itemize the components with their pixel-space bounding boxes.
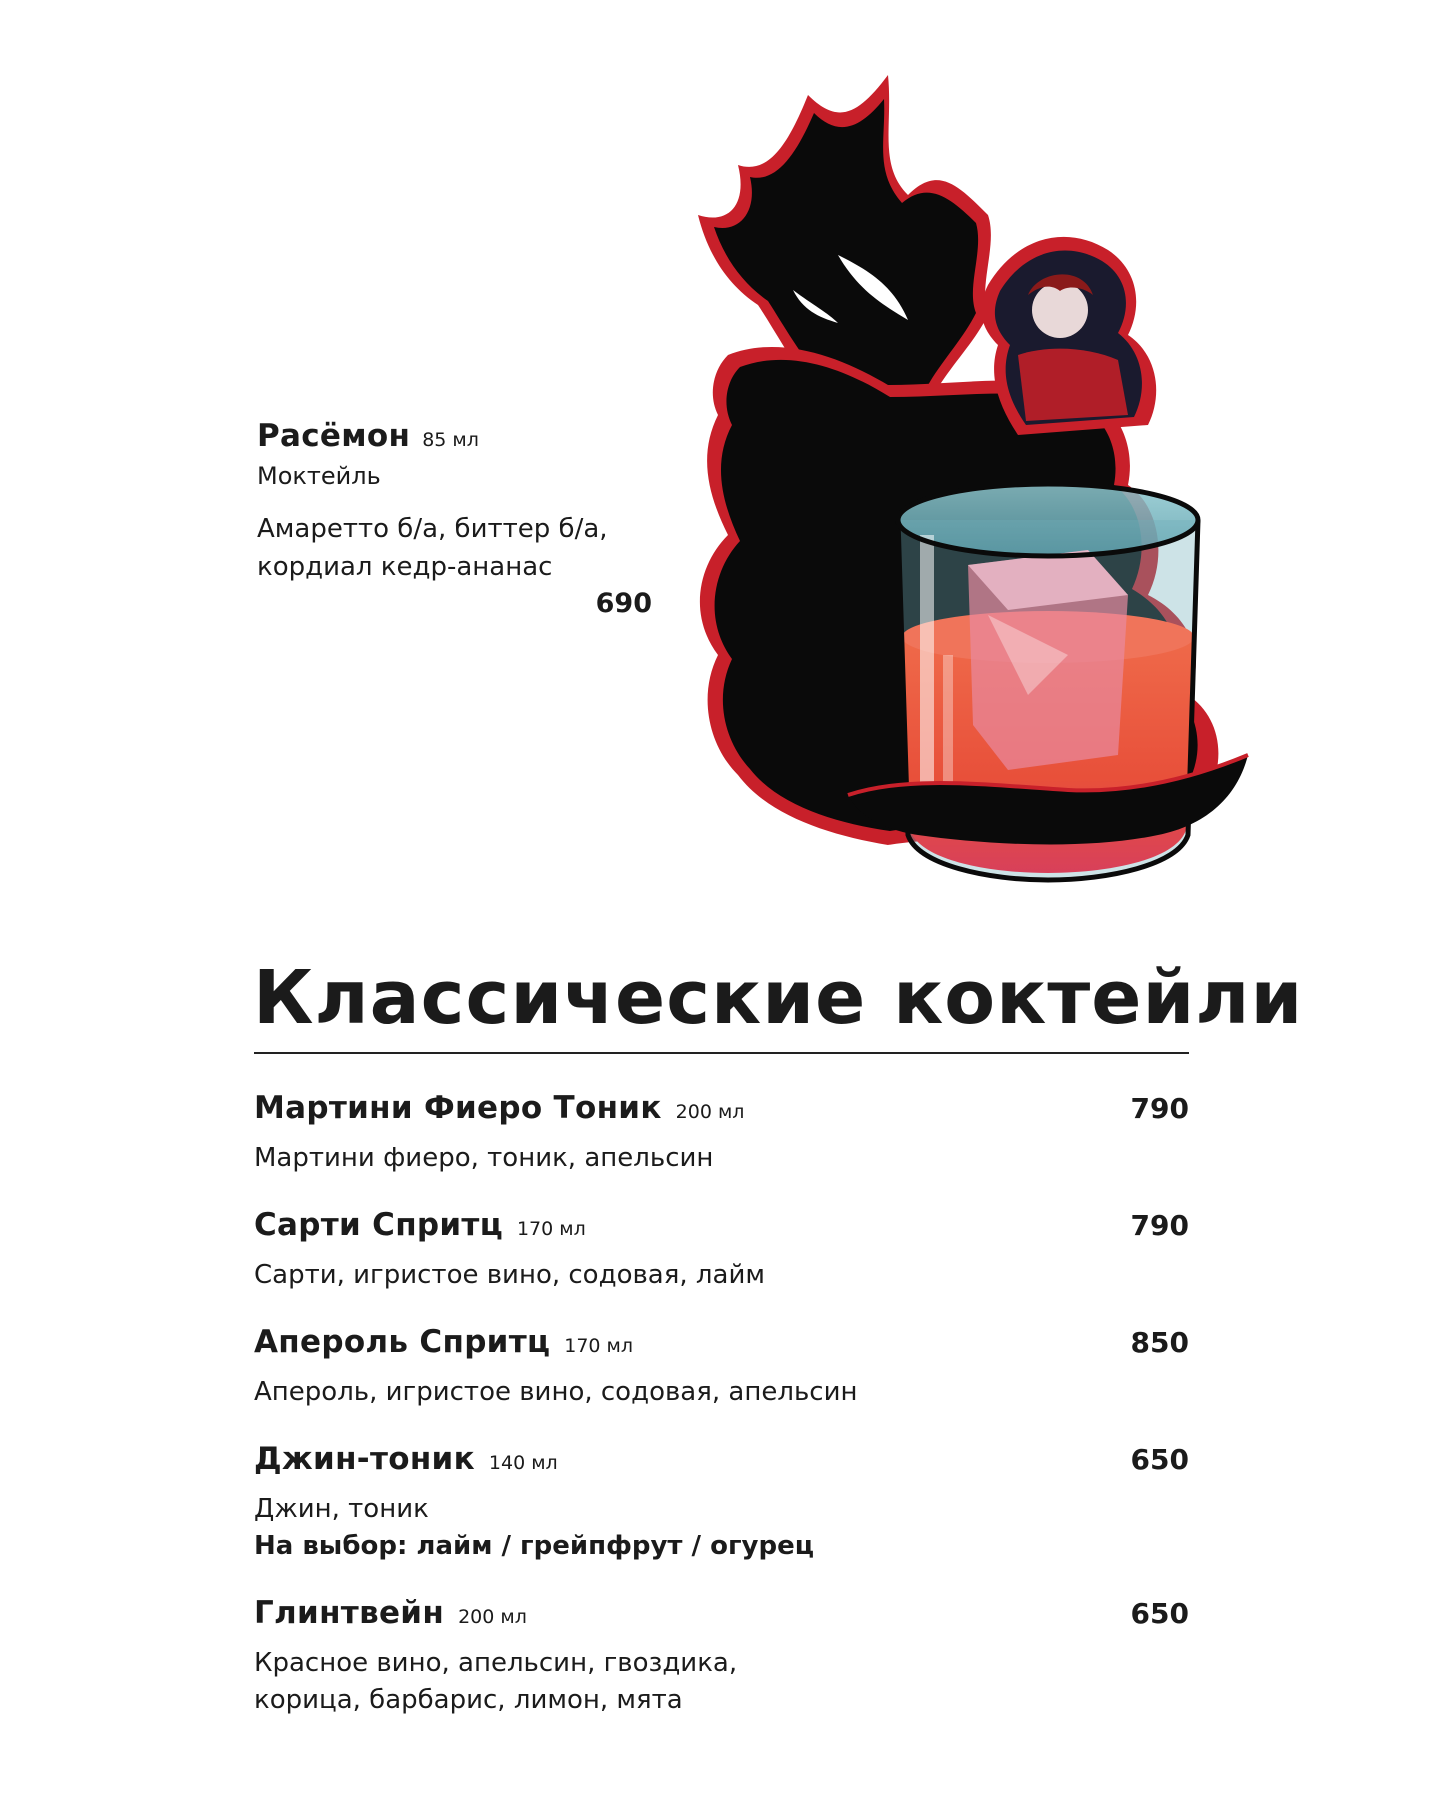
menu-item-name: Апероль Спритц <box>254 1324 551 1360</box>
featured-ingredients-line: кордиал кедр-ананас <box>257 552 553 582</box>
menu-item-choice: На выбор: лайм / грейпфрут / огурец <box>254 1531 815 1561</box>
cocktail-menu-list <box>254 1090 1189 1749</box>
menu-item-description-line: Мартини фиеро, тоник, апельсин <box>254 1143 714 1173</box>
menu-item <box>254 1207 1189 1294</box>
menu-item-description <box>254 1491 1189 1565</box>
cocktail-glass <box>848 484 1248 880</box>
menu-item-description <box>254 1257 1189 1294</box>
menu-item <box>254 1441 1189 1565</box>
menu-item-description <box>254 1140 1189 1177</box>
menu-item-description <box>254 1374 1189 1411</box>
menu-item-description-line: Апероль, игристое вино, содовая, апельсин <box>254 1377 858 1407</box>
menu-item-description-line: корица, барбарис, лимон, мята <box>254 1685 683 1715</box>
featured-name-line <box>257 418 652 454</box>
menu-item-title <box>254 1090 744 1126</box>
menu-item-title <box>254 1207 586 1243</box>
menu-item-header <box>254 1595 1189 1631</box>
menu-item-header <box>254 1090 1189 1126</box>
menu-item <box>254 1324 1189 1411</box>
menu-item-volume: 170 мл <box>564 1335 634 1357</box>
section-title: Классические коктейли <box>253 955 1304 1041</box>
menu-item-description-line: Сарти, игристое вино, содовая, лайм <box>254 1260 765 1290</box>
featured-drink-ingredients <box>257 510 652 586</box>
featured-ingredients-line: Амаретто б/а, биттер б/а, <box>257 514 608 544</box>
menu-item-name: Мартини Фиеро Тоник <box>254 1090 662 1126</box>
menu-item-price: 790 <box>1130 1209 1189 1242</box>
menu-item-name: Сарти Спритц <box>254 1207 503 1243</box>
menu-item <box>254 1090 1189 1177</box>
menu-item-price: 650 <box>1130 1597 1189 1630</box>
menu-item-volume: 170 мл <box>516 1218 586 1240</box>
featured-drink-price: 690 <box>595 588 652 619</box>
section-divider <box>254 1052 1189 1054</box>
menu-item-name: Джин-тоник <box>254 1441 475 1477</box>
menu-item-title <box>254 1324 633 1360</box>
featured-drink-name: Расёмон <box>257 418 411 454</box>
menu-item-description-line: Красное вино, апельсин, гвоздика, <box>254 1648 738 1678</box>
featured-drink-type: Моктейль <box>257 462 381 490</box>
menu-item-title <box>254 1441 558 1477</box>
menu-item-header <box>254 1441 1189 1477</box>
character-figure <box>981 237 1156 435</box>
menu-item-name: Глинтвейн <box>254 1595 445 1631</box>
menu-item-price: 650 <box>1130 1443 1189 1476</box>
menu-item-description <box>254 1645 1189 1719</box>
menu-item-volume: 140 мл <box>488 1452 558 1474</box>
menu-item-volume: 200 мл <box>458 1606 527 1628</box>
menu-item-price: 850 <box>1130 1326 1189 1359</box>
featured-drink-volume: 85 мл <box>422 429 479 451</box>
menu-item-title <box>254 1595 527 1631</box>
menu-item-header <box>254 1324 1189 1360</box>
menu-item-price: 790 <box>1130 1092 1189 1125</box>
menu-item <box>254 1595 1189 1719</box>
menu-item-header <box>254 1207 1189 1243</box>
menu-item-description-line: Джин, тоник <box>254 1494 429 1524</box>
featured-drink <box>257 418 652 619</box>
menu-item-volume: 200 мл <box>675 1101 745 1123</box>
cocktail-illustration <box>688 55 1308 905</box>
